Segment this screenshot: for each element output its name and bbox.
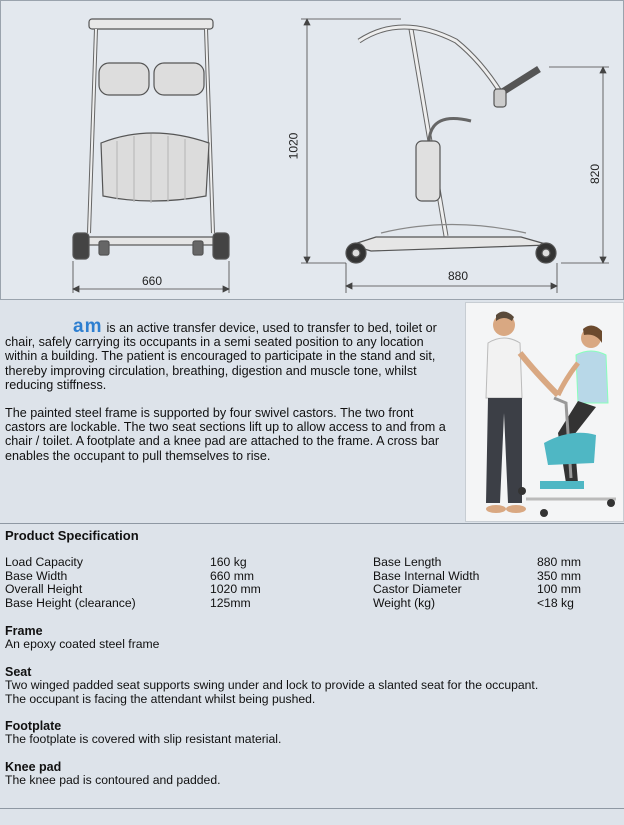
bottom-divider <box>0 808 624 809</box>
spec-label: Load Capacity <box>5 555 83 569</box>
brand-logo: am <box>73 316 103 337</box>
dimension-length-label: 880 <box>448 269 469 283</box>
description-paragraph-1: am is an active transfer device, used to transfer to bed, toilet or chair, safely carrying its occupants in a semi seated position to any location within a building. The patient is encouraged to participate in the stand and sit, thereby improving circulation, breathing, digestion and muscle tone, whilst reducing stiffness. <box>5 316 437 392</box>
handle-grip <box>494 89 506 107</box>
cross-bar <box>89 19 213 29</box>
footplate-heading: Footplate <box>5 719 62 733</box>
dimension-width-label: 660 <box>142 274 163 288</box>
frame-drawing <box>1 1 623 299</box>
spec-right-labels <box>373 556 479 610</box>
seat-heading: Seat <box>5 665 32 679</box>
spec-left-labels <box>5 556 136 610</box>
spec-right-values <box>537 556 581 610</box>
spec-value: 125mm <box>210 595 251 610</box>
spec-value: 160 kg <box>210 555 247 569</box>
castor-front-left <box>73 233 89 259</box>
spec-label: Base Length <box>373 555 442 569</box>
spec-value: 100 mm <box>537 582 582 597</box>
frame-text: An epoxy coated steel frame <box>5 637 160 651</box>
spec-value: 1020 mm <box>210 582 261 597</box>
spec-label: Weight (kg) <box>373 595 436 610</box>
product-photo <box>465 302 624 522</box>
footplate-text: The footplate is covered with slip resistant material. <box>5 732 282 746</box>
dimension-height-label: 1020 <box>286 132 301 160</box>
spec-value: 350 mm <box>537 568 582 583</box>
castor-front-right <box>213 233 229 259</box>
side-view <box>346 27 556 263</box>
technical-drawing <box>0 0 624 300</box>
spec-value: <18 kg <box>537 595 574 610</box>
divider <box>0 523 624 524</box>
seat-text: Two winged padded seat supports swing under and lock to provide a slanted seat for the occupant. The occupant is facing the attendant whilst being pushed. <box>5 678 539 706</box>
front-view <box>73 19 229 259</box>
spec-label: Castor Diameter <box>373 582 462 597</box>
photo-illustration <box>466 303 623 521</box>
spec-label: Base Height (clearance) <box>5 595 136 610</box>
frame-heading: Frame <box>5 624 43 638</box>
dimension-handle-height-label: 820 <box>588 163 603 185</box>
spec-title: Product Specification <box>5 528 139 543</box>
seat-wing-right <box>154 63 204 95</box>
product-description <box>5 316 453 477</box>
spec-label: Overall Height <box>5 582 83 597</box>
knee-pad-heading: Knee pad <box>5 760 62 774</box>
knee-pad-side <box>416 141 440 201</box>
seat-wing-left <box>99 63 149 95</box>
description-paragraph-2: The painted steel frame is supported by four swivel castors. The two front castors are lockable. The two seat sections lift up to allow access to and from a chair / toilet. A footplate and a knee pad are attached to the frame. A cross bar enables the occupant to pull themselves to rise. <box>5 406 446 463</box>
spec-value: 880 mm <box>537 555 582 569</box>
spec-left-values <box>210 556 261 610</box>
knee-pad-text: The knee pad is contoured and padded. <box>5 773 221 787</box>
spec-label: Base Width <box>5 568 68 583</box>
spec-value: 660 mm <box>210 568 255 583</box>
spec-label: Base Internal Width <box>373 568 480 583</box>
